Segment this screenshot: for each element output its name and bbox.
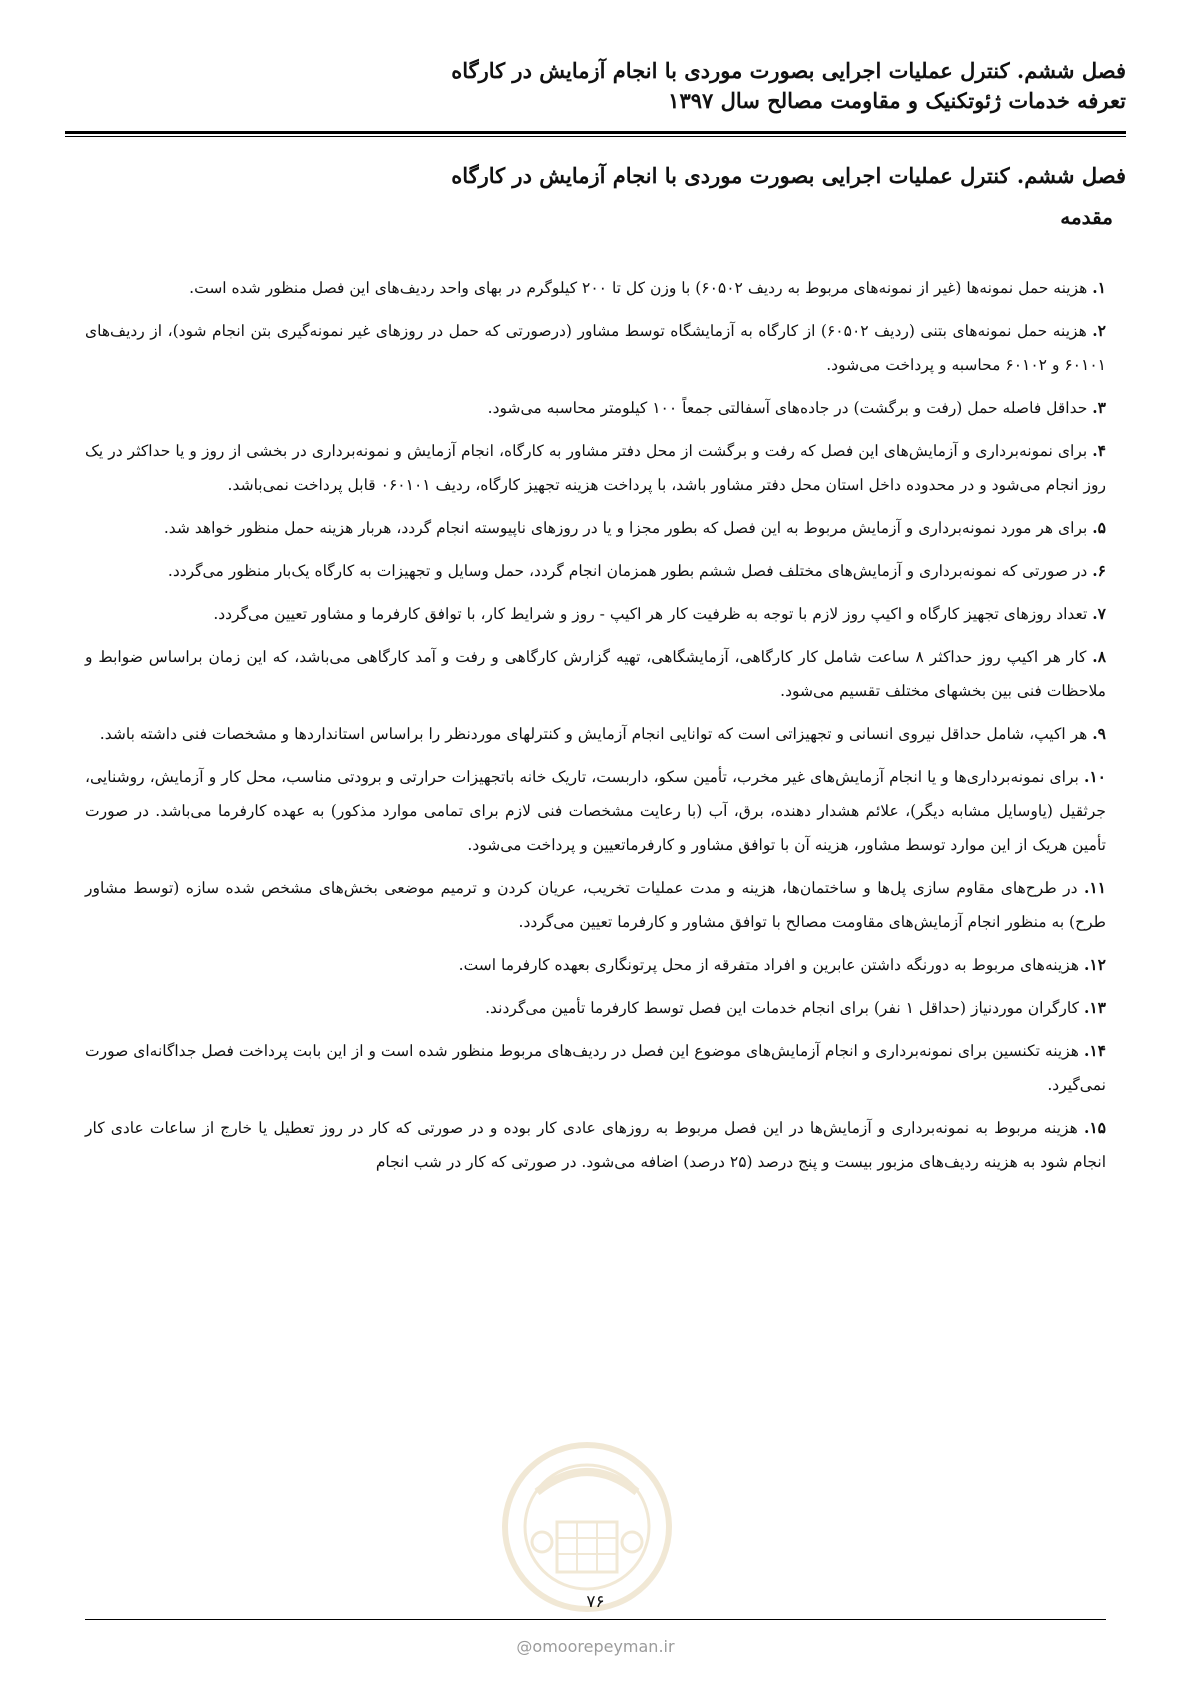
page-number: ۷۶ <box>586 1592 605 1612</box>
header-rule-thin <box>65 136 1126 137</box>
paragraph <box>85 597 1106 631</box>
paragraph-number: ۳. <box>1092 398 1106 417</box>
section-heading-intro: مقدمه <box>1060 205 1113 229</box>
paragraph <box>85 391 1106 425</box>
chapter-title: فصل ششم. کنترل عملیات اجرایی بصورت موردی با انجام آزمایش در کارگاه <box>451 163 1126 188</box>
paragraph-text: هزینه تکنسین برای نمونه‌برداری و انجام آزمایش‌های موضوع این فصل در ردیف‌های مربوط منظور شده است و از این بابت پرداخت فصل جداگانه‌ای صورت نمی‌گیرد. <box>85 1042 1106 1094</box>
paragraph-text: برای هر مورد نمونه‌برداری و آزمایش مربوط به این فصل که بطور مجزا و یا در روزهای ناپیوسته انجام گردد، هربار هزینه حمل منظور خواهد شد. <box>163 519 1093 537</box>
paragraph-text: کار هر اکیپ روز حداکثر ۸ ساعت شامل کار کارگاهی، آزمایشگاهی، تهیه گزارش کارگاهی و رفت و آمد کارگاهی می‌باشد، که این زمان براساس ضوابط و ملاحظات فنی بین بخشهای مختلف تقسیم می‌شود. <box>85 648 1106 700</box>
paragraph <box>85 717 1106 751</box>
paragraph <box>85 554 1106 588</box>
paragraph <box>85 314 1106 382</box>
paragraph-number: ۱۳. <box>1083 998 1106 1017</box>
running-header <box>65 56 1126 116</box>
footer-rule <box>85 1619 1106 1620</box>
header-rule-thick <box>65 131 1126 134</box>
paragraph-text: تعداد روزهای تجهیز کارگاه و اکیپ روز لازم با توجه به ظرفیت کار هر اکیپ - روز و شرایط کار، با توافق کارفرما و مشاور تعیین می‌گردد. <box>213 605 1093 623</box>
paragraph <box>85 434 1106 502</box>
paragraph-text: هزینه مربوط به نمونه‌برداری و آزمایش‌ها در این فصل مربوط به روزهای عادی کار بوده و در صورتی که کار در روز تعطیل یا خارج از ساعات عادی کار انجام شود به هزینه ردیف‌های مزبور بیست و پنج درصد (۲۵ درصد) اضافه می‌شود. در صورتی که کار در شب انجام <box>85 1119 1106 1171</box>
paragraph-number: ۵. <box>1092 518 1106 537</box>
paragraph <box>85 511 1106 545</box>
paragraph <box>85 1111 1106 1179</box>
paragraph-number: ۱. <box>1092 278 1106 297</box>
paragraph-number: ۱۰. <box>1083 767 1106 786</box>
paragraph-text: هزینه‌های مربوط به دورنگه داشتن عابرین و افراد متفرقه از محل پرتونگاری بعهده کارفرما است. <box>458 956 1084 974</box>
paragraph-number: ۱۴. <box>1083 1041 1106 1060</box>
paragraph-text: هزینه حمل نمونه‌های بتنی (ردیف ۶۰۵۰۲) از کارگاه به آزمایشگاه توسط مشاور (درصورتی که حمل در روزهای غیر نمونه‌گیری بتن انجام شود)، از ردیف‌های ۶۰۱۰۱ و ۶۰۱۰۲ محاسبه و پرداخت می‌شود. <box>85 322 1106 374</box>
paragraph-text: در صورتی که نمونه‌برداری و آزمایش‌های مختلف فصل ششم بطور همزمان انجام گردد، حمل وسایل و تجهیزات به کارگاه یک‌بار منظور می‌گردد. <box>167 562 1093 580</box>
paragraph-number: ۴. <box>1092 441 1106 460</box>
paragraph-text: حداقل فاصله حمل (رفت و برگشت) در جاده‌های آسفالتی جمعاً ۱۰۰ کیلومتر محاسبه می‌شود. <box>487 399 1093 417</box>
paragraph <box>85 1034 1106 1102</box>
paragraph-text: برای نمونه‌برداری و آزمایش‌های این فصل که رفت و برگشت از محل دفتر مشاور به کارگاه، انجام آزمایش و نمونه‌برداری در بخشی از روز و یا حداکثر در یک روز انجام می‌شود و در محدوده داخل استان محل دفتر مشاور باشد، با پرداخت هزینه تجهیز کارگاه، ردیف ۰۶۰۱۰۱ قابل پرداخت نمی‌باشد. <box>85 442 1106 494</box>
paragraph <box>85 948 1106 982</box>
paragraph <box>85 760 1106 862</box>
paragraph-text: در طرح‌های مقاوم سازی پل‌ها و ساختمان‌ها، هزینه و مدت عملیات تخریب، عریان کردن و ترمیم موضعی بخش‌های مشخص شده سازه (توسط مشاور طرح) به منظور انجام آزمایش‌های مقاومت مصالح با توافق مشاور و کارفرما تعیین می‌گردد. <box>85 879 1106 931</box>
paragraph-number: ۱۲. <box>1083 955 1106 974</box>
paragraph <box>85 871 1106 939</box>
paragraph-number: ۸. <box>1092 647 1107 666</box>
paragraph-number: ۶. <box>1092 561 1106 580</box>
paragraph-text: برای نمونه‌برداری‌ها و یا انجام آزمایش‌های غیر مخرب، تأمین سکو، داربست، تاریک خانه باتجهیزات حرارتی و برودتی مناسب، محل کار و آزمایش، روشنایی، جرثقیل (یاوسایل مشابه دیگر)، علائم هشدار دهنده، برق، آب (با رعایت مشخصات فنی لازم برای تمامی موارد مذکور) به عهده کارفرما می‌باشد. در صورت تأمین هریک از این موارد توسط مشاور، هزینه آن با توافق مشاور و کارفرماتعیین و پرداخت می‌شود. <box>85 768 1106 854</box>
paragraph-text: هر اکیپ، شامل حداقل نیروی انسانی و تجهیزاتی است که توانایی انجام آزمایش و کنترلهای موردنظر را براساس استانداردها و مشخصات فنی داشته باشد. <box>99 725 1093 743</box>
paragraph-number: ۱۱. <box>1083 878 1106 897</box>
header-chapter-line: فصل ششم. کنترل عملیات اجرایی بصورت موردی با انجام آزمایش در کارگاه <box>451 58 1126 83</box>
paragraph-number: ۲. <box>1092 321 1106 340</box>
paragraph-text: هزینه حمل نمونه‌ها (غیر از نمونه‌های مربوط به ردیف ۶۰۵۰۲) با وزن کل تا ۲۰۰ کیلوگرم در بهای واحد ردیف‌های این فصل منظور شده است. <box>189 279 1093 297</box>
paragraph <box>85 271 1106 305</box>
document-body <box>85 271 1106 1188</box>
paragraph-number: ۹. <box>1092 724 1106 743</box>
paragraph <box>85 640 1106 708</box>
paragraph-number: ۷. <box>1092 604 1106 623</box>
header-tariff-line: تعرفه خدمات ژئوتکنیک و مقاومت مصالح سال ۱۳۹۷ <box>668 88 1126 113</box>
watermark-url: @omoorepeyman.ir <box>516 1637 675 1656</box>
paragraph-text: کارگران موردنیاز (حداقل ۱ نفر) برای انجام خدمات این فصل توسط کارفرما تأمین می‌گردند. <box>485 999 1084 1017</box>
paragraph-number: ۱۵. <box>1083 1118 1106 1137</box>
paragraph <box>85 991 1106 1025</box>
